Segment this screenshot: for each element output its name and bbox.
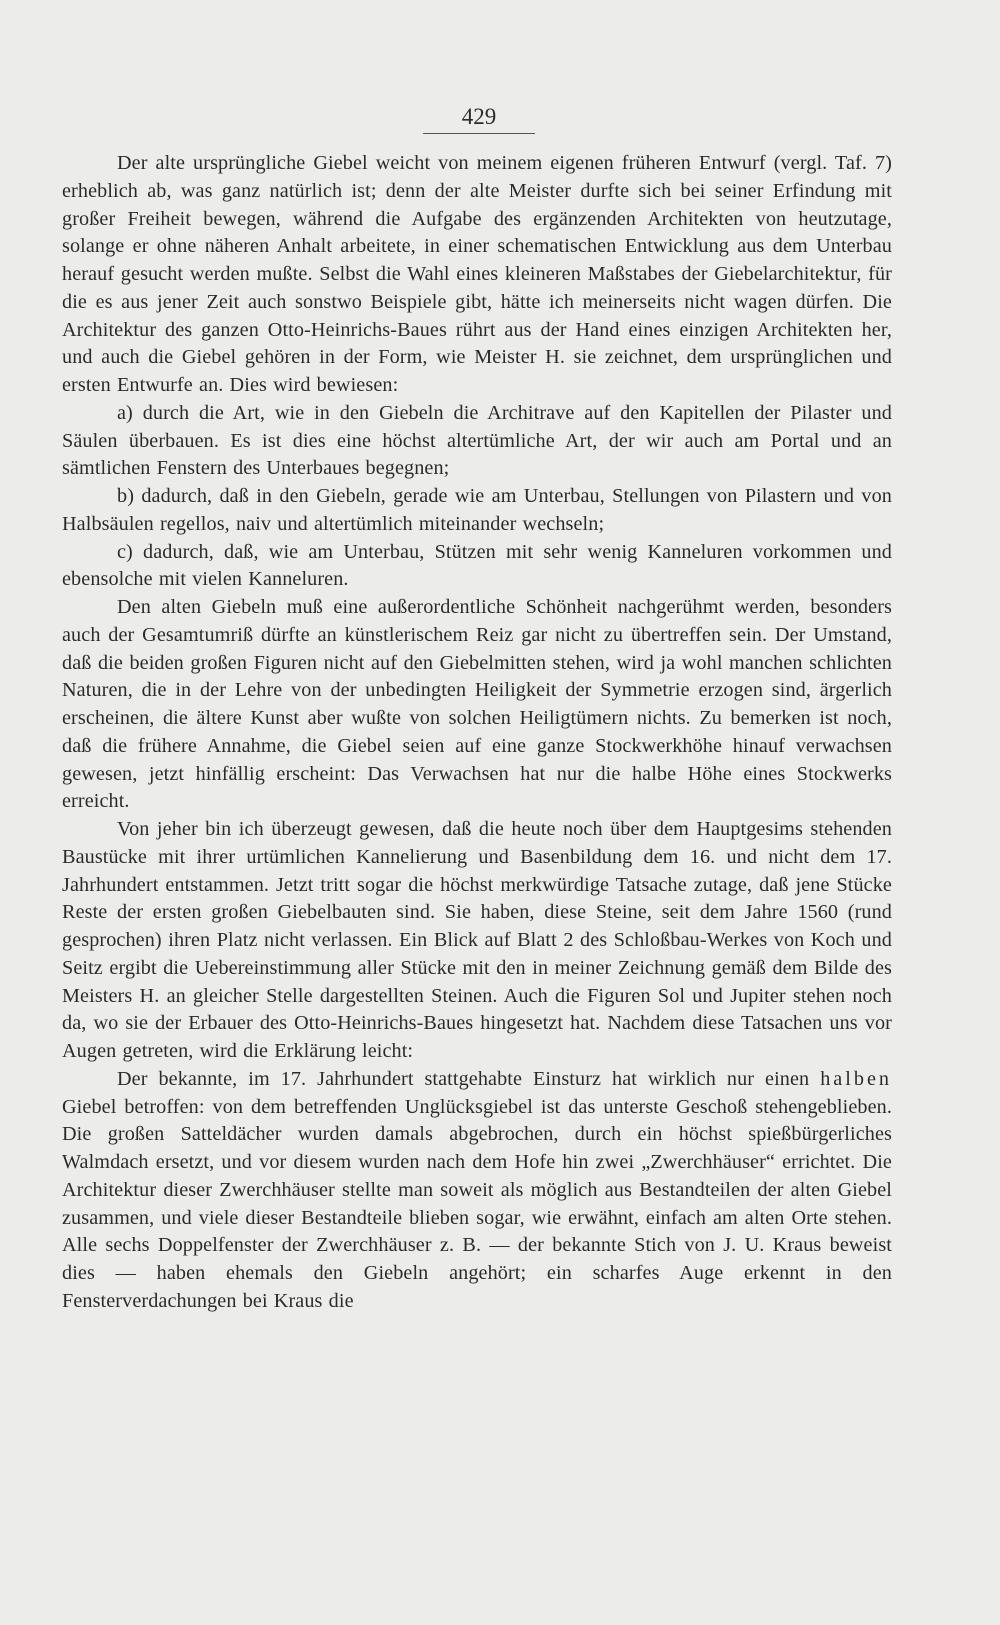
paragraph-3: [62, 483, 892, 539]
paragraph-4: [62, 539, 892, 595]
paragraph-text: Den alten Giebeln muß eine außerordentliche Schönheit nachgerühmt werden, besonders auch der Gesamtumriß dürfte an künstlerischem Reiz gar nicht zu übertreffen sein. Der Umstand, daß die beiden großen Figuren nicht auf den Giebelmitten stehen, wird ja wohl manchen schlichten Naturen, die in der Lehre von der unbedingten Heiligkeit der Symmetrie erzogen sind, ärgerlich erscheinen, die ältere Kunst aber wußte von solchen Heiligtümern nichts. Zu bemerken ist noch, daß die frühere Annahme, die Giebel seien auf eine ganze Stockwerkhöhe hinauf verwachsen gewesen, jetzt hinfällig erscheint: Das Verwachsen hat nur die halbe Höhe eines Stockwerks erreicht.: [62, 596, 892, 813]
paragraph-6: [62, 816, 892, 1066]
page-number: 429: [423, 104, 535, 134]
paragraph-1: [62, 150, 892, 400]
paragraph-text: Giebel betroffen: von dem betreffenden Unglücksgiebel ist das unterste Geschoß stehengeblieben. Die großen Satteldächer wurden damals abgebrochen, durch ein höchst spießbürgerliches Walmdach ersetzt, und vor diesem wurden nach dem Hofe hin zwei „Zwerchhäuser“ errichtet. Die Architektur dieser Zwerchhäuser stellte man soweit als möglich aus Bestandteilen der alten Giebel zusammen, und viele dieser Bestandteile blieben sogar, wie erwähnt, einfach am alten Orte stehen. Alle sechs Doppelfenster der Zwerchhäuser z. B. — der bekannte Stich von J. U. Kraus beweist dies — haben ehemals den Giebeln angehört; ein scharfes Auge erkennt in den Fensterverdachungen bei Kraus die: [62, 1095, 892, 1312]
body-text: [62, 150, 892, 1316]
paragraph-text: c) dadurch, daß, wie am Unterbau, Stützen mit sehr wenig Kanneluren vorkommen und ebensolche mit vielen Kanneluren.: [62, 540, 892, 591]
paragraph-text: a) durch die Art, wie in den Giebeln die Architrave auf den Kapitellen der Pilaster und Säulen überbauen. Es ist dies eine höchst altertümliche Art, der wir auch am Portal und an sämtlichen Fenstern des Unterbaues begegnen;: [62, 401, 892, 480]
paragraph-text: b) dadurch, daß in den Giebeln, gerade wie am Unterbau, Stellungen von Pilastern und von Halbsäulen regellos, naiv und altertümlich miteinander wechseln;: [62, 485, 892, 535]
paragraph-text: Der alte ursprüngliche Giebel weicht von meinem eigenen früheren Entwurf (vergl. Taf. 7) erheblich ab, was ganz natürlich ist; denn der alte Meister durfte sich bei seiner Erfindung mit großer Freiheit bewegen, während die Aufgabe des ergänzenden Architekten von heutzutage, solange er ohne näheren Anhalt arbeitete, in einer schematischen Entwicklung aus dem Unterbau herauf gesucht werden mußte. Selbst die Wahl eines kleineren Maßstabes der Giebelarchitektur, für die es aus jener Zeit auch sonstwo Beispiele gibt, hätte ich meinerseits nicht wagen dürfen. Die Architektur des ganzen Otto-Heinrichs-Baues rührt aus der Hand eines einzigen Architekten her, und auch die Giebel gehören in der Form, wie Meister H. sie zeichnet, dem ursprünglichen und ersten Entwurfe an. Dies wird bewiesen:: [62, 152, 892, 396]
paragraph-text: Der bekannte, im 17. Jahrhundert stattgehabte Einsturz hat wirklich nur einen: [117, 1067, 821, 1090]
paragraph-7: [62, 1066, 892, 1316]
paragraph-2: [62, 400, 892, 483]
paragraph-5: [62, 594, 892, 816]
spaced-emphasis: halben: [820, 1067, 892, 1090]
paragraph-text: Von jeher bin ich überzeugt gewesen, daß die heute noch über dem Hauptgesims stehenden Baustücke mit ihrer urtümlichen Kannelierung und Basenbildung dem 16. und nicht dem 17. Jahrhundert entstammen. Jetzt tritt sogar die höchst merkwürdige Tatsache zutage, daß jene Stücke Reste der ersten großen Giebelbauten sind. Sie haben, diese Steine, seit dem Jahre 1560 (rund gesprochen) ihren Platz nicht verlassen. Ein Blick auf Blatt 2 des Schloßbau-Werkes von Koch und Seitz ergibt die Uebereinstimmung aller Stücke mit den in meiner Zeichnung gemäß dem Bilde des Meisters H. an gleicher Stelle dargestellten Steinen. Auch die Figuren Sol und Jupiter stehen noch da, wo sie der Erbauer des Otto-Heinrichs-Baues hingesetzt hat. Nachdem diese Tatsachen uns vor Augen getreten, wird die Erklärung leicht:: [62, 818, 892, 1062]
